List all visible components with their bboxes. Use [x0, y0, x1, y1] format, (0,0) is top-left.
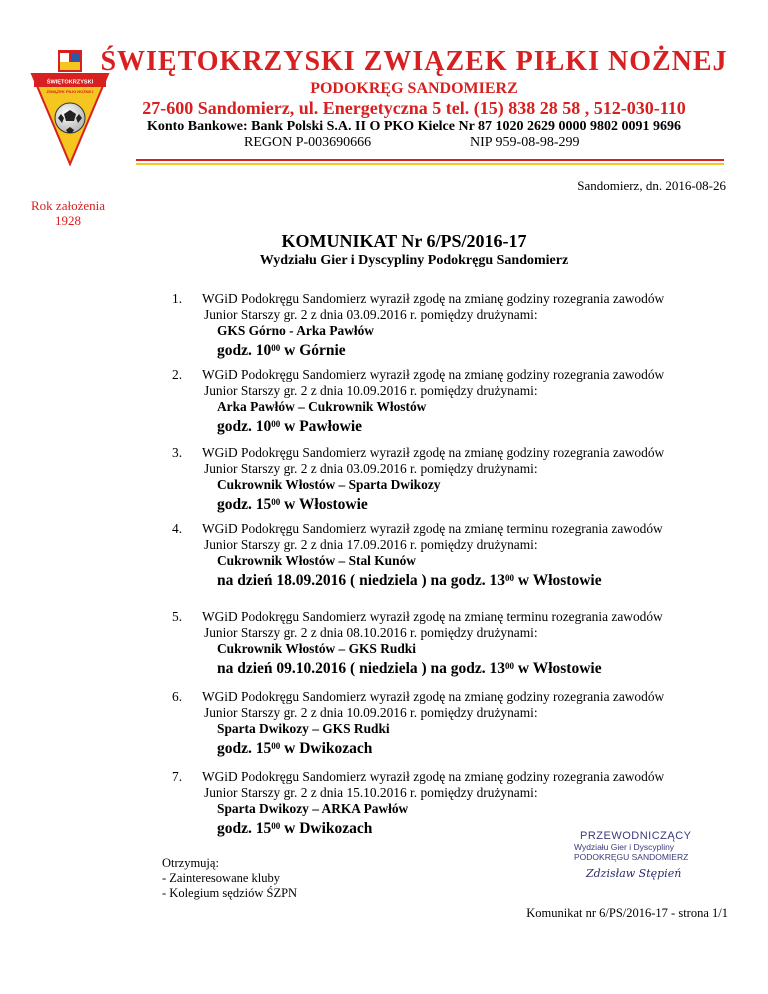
regon-number: REGON P-003690666: [244, 135, 372, 150]
header-divider-red: [136, 159, 724, 161]
item-teams: Arka Pawłów – Cukrownik Włostów: [217, 399, 427, 414]
svg-text:PRZEWODNICZĄCY: PRZEWODNICZĄCY: [580, 830, 692, 842]
item-teams: GKS Górno - Arka Pawłów: [217, 323, 374, 338]
recipient-item: - Kolegium sędziów ŚZPN: [162, 886, 298, 900]
item-time: na dzień 18.09.2016 ( niedziela ) na godz. $13^{00}$ w Włostowie: [217, 572, 602, 589]
item-details: Junior Starszy gr. 2 z dnia 03.09.2016 r. pomiędzy drużynami:: [204, 461, 538, 476]
item-number: 1.: [172, 291, 183, 306]
item-number: 5.: [172, 609, 183, 624]
item-time: godz. $15^{00}$ w Dwikozach: [217, 740, 373, 757]
chairman-stamp: [560, 825, 730, 885]
document-date: Sandomierz, dn. 2016-08-26: [577, 178, 726, 193]
item-teams: Cukrownik Włostów – Sparta Dwikozy: [217, 477, 441, 492]
item-teams: Sparta Dwikozy – ARKA Pawłów: [217, 801, 409, 816]
item-number: 2.: [172, 367, 183, 382]
recipients: [162, 856, 297, 901]
recipients-heading: Otrzymują:: [162, 856, 219, 870]
organization-subname: PODOKRĘG SANDOMIERZ: [310, 80, 518, 97]
item-number: 6.: [172, 689, 183, 704]
svg-text:PODOKRĘGU SANDOMIERZ: PODOKRĘGU SANDOMIERZ: [574, 852, 689, 862]
item-text: WGiD Podokręgu Sandomierz wyraził zgodę na zmianę godziny rozegrania zawodów: [202, 689, 665, 704]
organization-name: ŚWIĘTOKRZYSKI ZWIĄZEK PIŁKI NOŻNEJ: [100, 46, 728, 77]
item-details: Junior Starszy gr. 2 z dnia 10.09.2016 r. pomiędzy drużynami:: [204, 705, 538, 720]
svg-text:Wydziału Gier i Dyscypliny: Wydziału Gier i Dyscypliny: [574, 842, 675, 852]
founded-info: [20, 198, 116, 228]
item-text: WGiD Podokręgu Sandomierz wyraził zgodę na zmianę godziny rozegrania zawodów: [202, 769, 665, 784]
svg-text:ŚWIĘTOKRZYSKI: ŚWIĘTOKRZYSKI: [46, 79, 94, 86]
item-time: na dzień 09.10.2016 ( niedziela ) na godz. $13^{00}$ w Włostowie: [217, 660, 602, 677]
item-teams: Cukrownik Włostów – Stal Kunów: [217, 553, 416, 568]
item-details: Junior Starszy gr. 2 z dnia 15.10.2016 r. pomiędzy drużynami:: [204, 785, 538, 800]
nip-number: NIP 959-08-98-299: [470, 135, 580, 150]
item-number: 4.: [172, 521, 183, 536]
item-text: WGiD Podokręgu Sandomierz wyraził zgodę na zmianę terminu rozegrania zawodów: [202, 521, 663, 536]
item-time: godz. $15^{00}$ w Dwikozach: [217, 820, 373, 837]
founded-label: Rok założenia: [31, 198, 105, 213]
item-number: 7.: [172, 769, 183, 784]
item-details: Junior Starszy gr. 2 z dnia 08.10.2016 r. pomiędzy drużynami:: [204, 625, 538, 640]
bank-account: Konto Bankowe: Bank Polski S.A. II O PKO Kielce Nr 87 1020 2629 0000 9802 0091 9696: [146, 119, 682, 134]
organization-address: 27-600 Sandomierz, ul. Energetyczna 5 tel. (15) 838 28 58 , 512-030-110: [142, 98, 686, 118]
item-time: godz. $15^{00}$ w Włostowie: [217, 496, 368, 513]
founded-year: 1928: [55, 213, 81, 228]
svg-text:ZWIĄZEK PIŁKI NOŻNEJ: ZWIĄZEK PIŁKI NOŻNEJ: [46, 89, 94, 94]
document-title: KOMUNIKAT Nr 6/PS/2016-17: [281, 231, 527, 251]
item-details: Junior Starszy gr. 2 z dnia 03.09.2016 r. pomiędzy drużynami:: [204, 307, 538, 322]
header-divider-yellow: [136, 163, 724, 165]
recipient-item: - Zainteresowane kluby: [162, 871, 281, 885]
page-footer: Komunikat nr 6/PS/2016-17 - strona 1/1: [526, 906, 728, 920]
document-subtitle: Wydziału Gier i Dyscypliny Podokręgu Sandomierz: [259, 253, 569, 268]
item-text: WGiD Podokręgu Sandomierz wyraził zgodę na zmianę godziny rozegrania zawodów: [202, 291, 665, 306]
item-time: godz. $10^{00}$ w Pawłowie: [217, 418, 363, 435]
item-text: WGiD Podokręgu Sandomierz wyraził zgodę na zmianę godziny rozegrania zawodów: [202, 367, 665, 382]
signature: Zdzisław Stępień: [586, 867, 682, 880]
item-teams: Cukrownik Włostów – GKS Rudki: [217, 641, 416, 656]
item-time: godz. $10^{00}$ w Górnie: [217, 342, 346, 359]
item-details: Junior Starszy gr. 2 z dnia 17.09.2016 r. pomiędzy drużynami:: [204, 537, 538, 552]
item-text: WGiD Podokręgu Sandomierz wyraził zgodę na zmianę terminu rozegrania zawodów: [202, 609, 663, 624]
item-number: 3.: [172, 445, 183, 460]
item-teams: Sparta Dwikozy – GKS Rudki: [217, 721, 390, 736]
item-text: WGiD Podokręgu Sandomierz wyraził zgodę na zmianę godziny rozegrania zawodów: [202, 445, 665, 460]
item-details: Junior Starszy gr. 2 z dnia 10.09.2016 r. pomiędzy drużynami:: [204, 383, 538, 398]
